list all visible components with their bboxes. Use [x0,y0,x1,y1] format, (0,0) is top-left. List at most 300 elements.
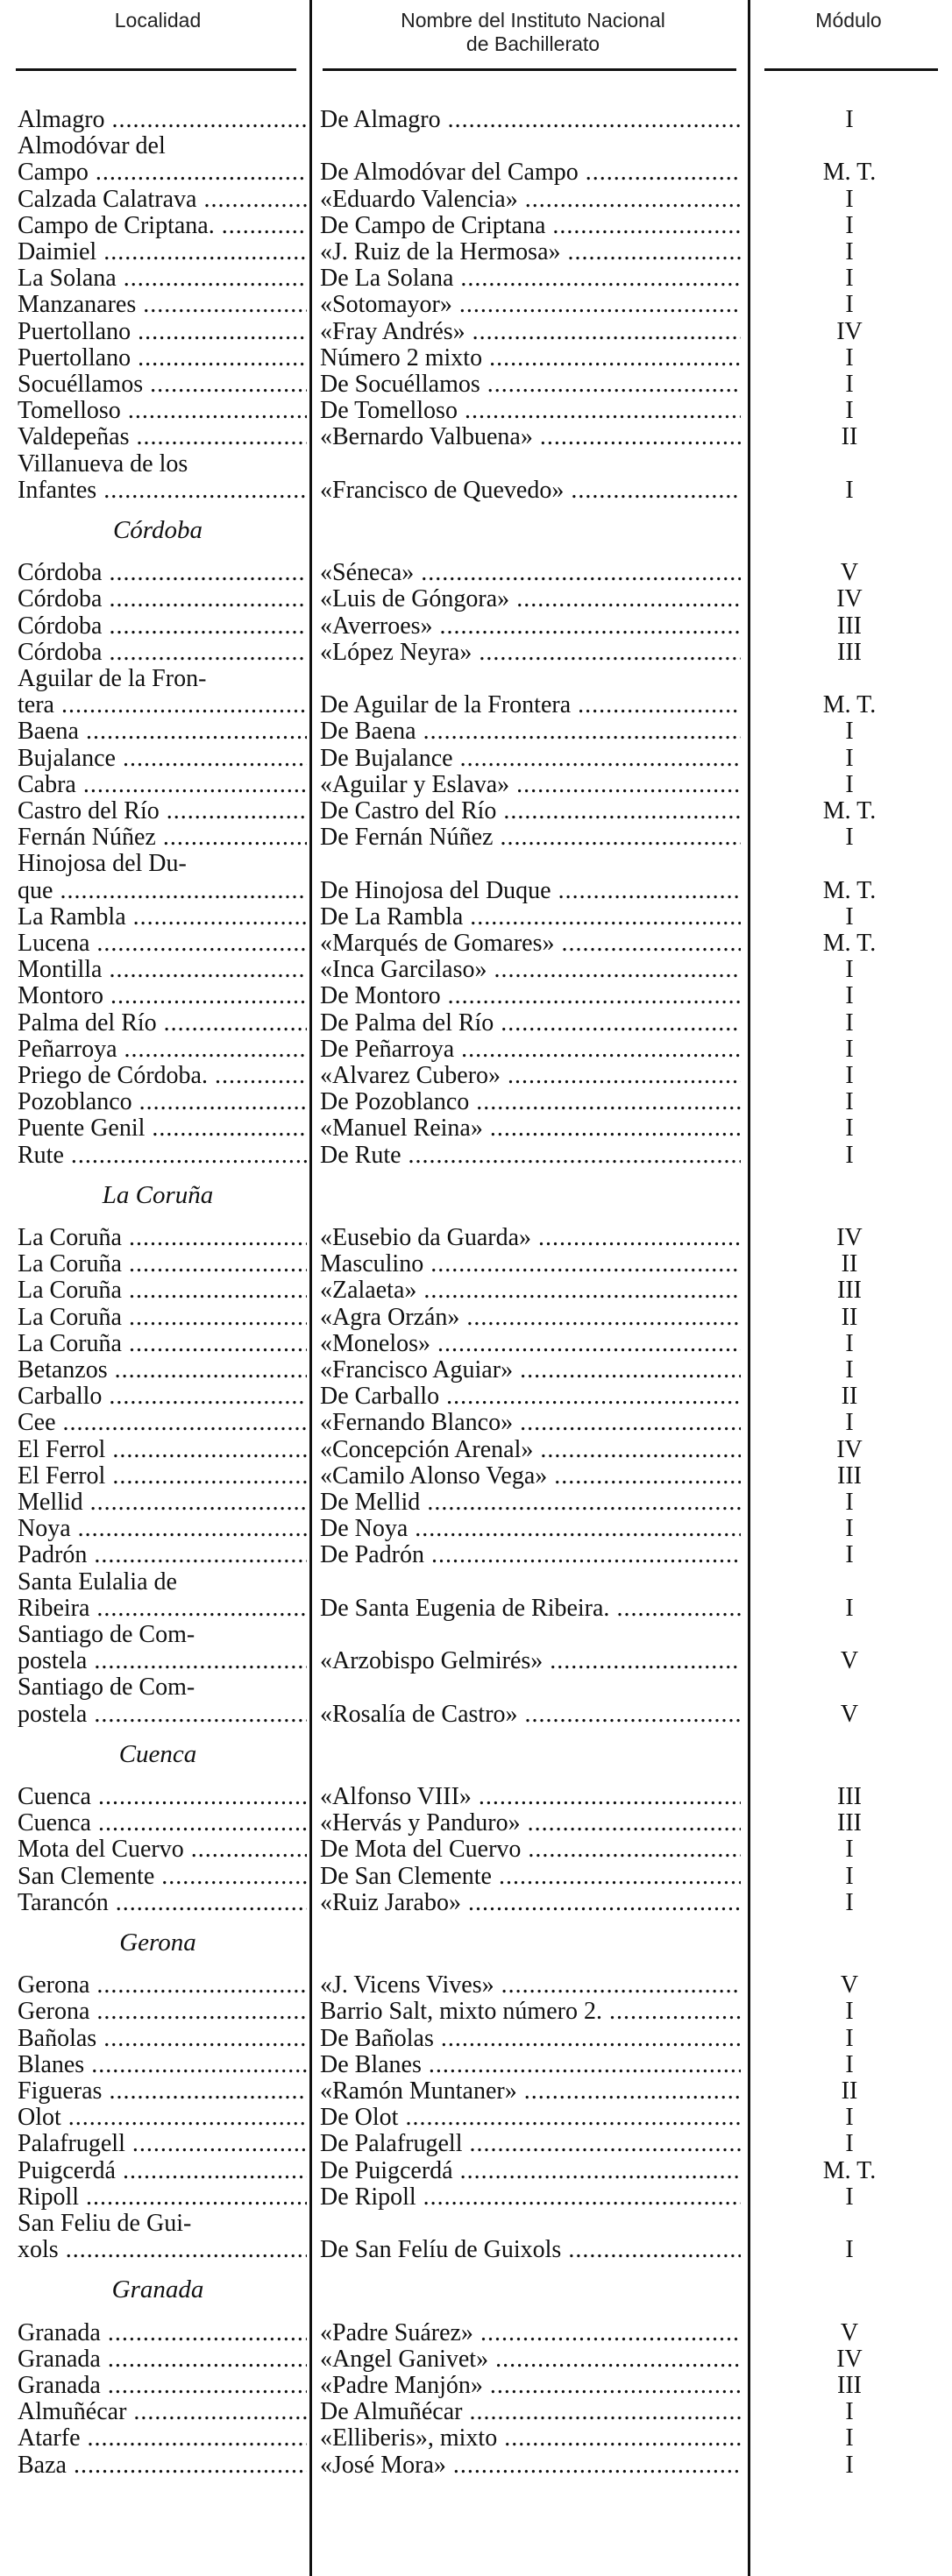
modulo-cell: I [845,1141,854,1169]
modulo-cell: I [845,1541,854,1569]
table-row [0,1329,952,1357]
table-row [0,1037,952,1062]
instituto-cell: De Almodóvar del Campo ..... [320,160,741,185]
instituto-cell: «Rosalía de Castro» ..... [320,1702,741,1727]
localidad-cell: Puente Genil ..... [18,1116,307,1141]
localidad-cell: tera ..... [18,693,307,718]
section-heading: La Coruña [102,1180,214,1209]
localidad-cell: Atarfe ..... [18,2426,307,2451]
table-row [0,640,952,665]
instituto-cell: De Hinojosa del Duque ..... [320,879,741,903]
localidad-cell: Daimiel ..... [18,240,307,265]
localidad-cell: Lucena ..... [18,931,307,956]
modulo-cell: I [845,397,854,425]
instituto-cell: De Rute ..... [320,1143,741,1168]
instituto-cell: De Palafrugell ..... [320,2132,741,2156]
localidad-cell: Bujalance ..... [18,747,307,771]
modulo-cell: I [845,1489,854,1516]
table-row [0,293,952,317]
modulo-cell: I [845,2104,854,2132]
modulo-cell: V [840,1700,859,1728]
instituto-cell: «Arzobispo Gelmirés» ..... [320,1649,741,1674]
instituto-cell: De Almuñécar ..... [320,2400,741,2424]
instituto-cell: «Luis de Góngora» ..... [320,587,741,612]
table-row [0,1811,952,1836]
localidad-cell: postela ..... [18,1649,307,1674]
modulo-cell: I [845,1998,854,2026]
localidad-cell: La Coruña ..... [18,1306,307,1330]
instituto-cell: De Santa Eugenia de Ribeira. ..... [320,1596,741,1621]
section-heading: Córdoba [112,516,203,544]
localidad-cell: Montilla ..... [18,958,307,982]
instituto-cell: De Socuéllamos ..... [320,372,741,397]
localidad-cell: Castro del Río ..... [18,799,307,824]
instituto-cell: De Pozoblanco ..... [320,1090,741,1115]
instituto-cell: «Concepción Arenal» ..... [320,1438,741,1462]
instituto-cell: De Olot ..... [320,2105,741,2130]
instituto-cell: «J. Ruiz de la Hermosa» ..... [320,240,741,265]
table-row [0,2453,952,2478]
table-row [0,984,952,1008]
table-row [0,719,952,744]
modulo-cell: I [845,106,854,133]
modulo-cell: V [840,2318,859,2346]
instituto-cell: «Padre Manjón» ..... [320,2374,741,2398]
localidad-cell: Montoro ..... [18,984,307,1008]
table-row [0,1490,952,1515]
table-row [0,1862,952,1890]
table-row [0,1973,952,1998]
table-row [0,1358,952,1383]
modulo-cell: M. T. [822,2156,877,2184]
localidad-cell: Valdepeñas ..... [18,425,307,449]
modulo-cell: I [845,2130,854,2158]
localidad-cell: Cuenca ..... [18,1811,307,1836]
instituto-cell: De Bañolas ..... [320,2027,741,2051]
modulo-cell: I [845,291,854,319]
table-row [0,1461,952,1490]
instituto-cell: De Montoro ..... [320,984,741,1008]
localidad-cell: Palafrugell ..... [18,2132,307,2156]
localidad-cell: La Coruña ..... [18,1278,307,1303]
localidad-cell: Calzada Calatrava ..... [18,188,307,212]
localidad-cell: Granada ..... [18,2347,307,2372]
modulo-cell: III [837,1277,862,1305]
localidad-cell: Puigcerdá ..... [18,2159,307,2183]
instituto-cell: «Angel Ganivet» ..... [320,2347,741,2372]
table-row [0,1702,952,1727]
localidad-cell: Puertollano ..... [18,346,307,371]
localidad-cell: San Feliu de Gui- [18,2212,192,2236]
modulo-cell: I [845,1515,854,1543]
instituto-cell: «Alvarez Cubero» ..... [320,1064,741,1088]
table-row [0,2185,952,2210]
instituto-cell: De Baena ..... [320,719,741,744]
modulo-cell: II [841,1303,858,1331]
table-row [0,931,952,956]
instituto-cell: «Alfonso VIII» ..... [320,1785,741,1809]
localidad-cell: que ..... [18,879,307,903]
instituto-cell: De Padrón ..... [320,1543,741,1568]
instituto-cell: De Puigcerdá ..... [320,2159,741,2183]
table-row [0,799,952,824]
table-row [0,1278,952,1303]
instituto-cell: De Mellid ..... [320,1490,741,1515]
modulo-cell: II [841,1250,858,1278]
table-row [0,2400,952,2424]
modulo-cell: I [845,824,854,852]
instituto-cell: «Padre Suárez» ..... [320,2321,741,2346]
localidad-cell: Córdoba ..... [18,561,307,585]
modulo-cell: I [845,1888,854,1916]
instituto-cell: De Mota del Cuervo ..... [320,1837,741,1862]
table-row [0,2050,952,2078]
instituto-cell: «Séneca» ..... [320,561,741,585]
instituto-cell: «Ramón Muntaner» ..... [320,2079,741,2104]
localidad-cell: xols ..... [18,2238,307,2262]
localidad-cell: Palma del Río ..... [18,1011,307,1036]
localidad-cell: Almodóvar del [18,134,166,159]
instituto-cell: «Fernando Blanco» ..... [320,1411,741,1435]
table-row [0,1435,952,1463]
modulo-cell: III [837,1461,862,1490]
localidad-cell: Pozoblanco ..... [18,1090,307,1115]
modulo-cell: I [845,1115,854,1143]
localidad-cell: La Rambla ..... [18,905,307,930]
modulo-cell: III [837,638,862,666]
localidad-cell: Córdoba ..... [18,587,307,612]
instituto-cell: «Eusebio da Guarda» ..... [320,1226,741,1250]
table-row [0,343,952,372]
modulo-cell: I [845,982,854,1010]
modulo-cell: I [845,211,854,239]
localidad-cell: La Coruña ..... [18,1226,307,1250]
modulo-cell: I [845,1356,854,1384]
table-row [0,2132,952,2156]
header-instituto [318,9,748,56]
table-row [0,2374,952,2398]
instituto-cell: De La Solana ..... [320,266,741,291]
modulo-cell: I [845,2398,854,2426]
section-heading: Gerona [119,1928,196,1957]
table-row [0,108,952,132]
localidad-cell: San Clemente ..... [18,1865,307,1889]
localidad-cell: Granada ..... [18,2321,307,2346]
modulo-cell: III [837,1783,862,1810]
table-row [0,478,952,503]
table-row [0,452,952,477]
instituto-cell: De Aguilar de la Frontera ..... [320,693,741,718]
localidad-cell: La Coruña ..... [18,1332,307,1356]
modulo-cell: I [845,2024,854,2052]
localidad-cell: El Ferrol ..... [18,1464,307,1489]
localidad-cell: La Coruña ..... [18,1252,307,1277]
instituto-cell: De Blanes ..... [320,2053,741,2077]
instituto-cell: «Fray Andrés» ..... [320,320,741,344]
instituto-cell: De Noya ..... [320,1517,741,1541]
instituto-cell: De Campo de Criptana ..... [320,214,741,238]
localidad-cell: La Solana ..... [18,266,307,291]
instituto-cell: De Castro del Río ..... [320,799,741,824]
table-row [0,958,952,982]
table-row [0,2318,952,2346]
instituto-cell: «Francisco Aguiar» ..... [320,1358,741,1383]
localidad-cell: Betanzos ..... [18,1358,307,1383]
instituto-cell: «Averroes» ..... [320,614,741,639]
modulo-cell: I [845,265,854,293]
table-row [0,561,952,585]
localidad-cell: Bañolas ..... [18,2027,307,2051]
modulo-cell: V [840,1647,859,1675]
modulo-cell: I [845,718,854,746]
table-row [0,1064,952,1088]
localidad-cell: Ripoll ..... [18,2185,307,2210]
table-row [0,2079,952,2104]
instituto-cell: De La Rambla ..... [320,905,741,930]
modulo-cell: I [845,1088,854,1116]
modulo-cell: I [845,2424,854,2452]
instituto-cell: «Ruiz Jarabo» ..... [320,1891,741,1915]
instituto-cell: «Camilo Alonso Vega» ..... [320,1464,741,1489]
instituto-cell: De Tomelloso ..... [320,399,741,423]
modulo-cell: IV [836,1435,863,1463]
modulo-cell: II [841,423,858,451]
modulo-cell: I [845,902,854,931]
modulo-cell: III [837,1809,862,1837]
modulo-cell: M. T. [822,691,877,719]
table-row [0,1596,952,1621]
table-row [0,2212,952,2236]
table-row [0,1226,952,1250]
modulo-cell: III [837,2372,862,2399]
localidad-cell: Tarancón ..... [18,1891,307,1915]
instituto-cell: «J. Vicens Vives» ..... [320,1973,741,1998]
modulo-cell: I [845,1409,854,1437]
instituto-cell: «Agra Orzán» ..... [320,1306,741,1330]
modulo-cell: I [845,744,854,772]
localidad-cell: Blanes ..... [18,2053,307,2077]
localidad-cell: Villanueva de los [18,451,188,477]
header-instituto-line2: de Bachillerato [465,32,600,55]
table-row [0,1675,952,1700]
modulo-cell: I [845,185,854,213]
localidad-cell: Gerona ..... [18,1999,307,2024]
localidad-cell: Santa Eulalia de [18,1569,177,1595]
instituto-cell: «Monelos» ..... [320,1332,741,1356]
table-row [0,266,952,291]
localidad-cell: Granada ..... [18,2374,307,2398]
localidad-cell: Campo ..... [18,160,307,185]
modulo-cell: I [845,1862,854,1890]
localidad-cell: Carballo ..... [18,1384,307,1409]
table-row [0,876,952,904]
instituto-cell: De Palma del Río ..... [320,1011,741,1036]
localidad-cell: Santiago de Com- [18,1675,195,1701]
localidad-cell: Mellid ..... [18,1490,307,1515]
instituto-cell: De Fernán Núñez ..... [320,825,741,850]
localidad-cell: Cee ..... [18,1411,307,1435]
instituto-cell: «José Mora» ..... [320,2453,741,2478]
instituto-cell: Masculino ..... [320,1252,741,1277]
modulo-cell: I [845,238,854,265]
localidad-cell: Gerona ..... [18,1973,307,1998]
table-row [0,1252,952,1277]
modulo-cell: M. T. [822,797,877,824]
table-row [0,1999,952,2024]
localidad-cell: Fernán Núñez ..... [18,825,307,850]
table-row [0,2426,952,2451]
instituto-cell: «Zalaeta» ..... [320,1278,741,1303]
modulo-cell: I [845,2236,854,2264]
localidad-cell: Cuenca ..... [18,1785,307,1809]
modulo-cell: I [845,2451,854,2479]
table-row [0,317,952,345]
instituto-cell: «Manuel Reina» ..... [320,1116,741,1141]
table-row [0,902,952,931]
modulo-cell: V [840,1971,859,1999]
table-row [0,1649,952,1674]
localidad-cell: Olot ..... [18,2105,307,2130]
instituto-cell: De Almagro ..... [320,108,741,132]
modulo-cell: III [837,612,862,640]
localidad-cell: Rute ..... [18,1143,307,1168]
table-row [0,240,952,265]
table-row [0,667,952,691]
table-row [0,1384,952,1409]
localidad-cell: Peñarroya ..... [18,1037,307,1062]
modulo-cell: I [845,1329,854,1357]
instituto-cell: De Carballo ..... [320,1384,741,1409]
localidad-cell: Manzanares ..... [18,293,307,317]
modulo-cell: I [845,371,854,398]
localidad-cell: Figueras ..... [18,2079,307,2104]
table-row [0,744,952,772]
table-row [0,1090,952,1115]
table-row [0,211,952,239]
localidad-cell: Socuéllamos ..... [18,372,307,397]
modulo-cell: I [845,476,854,504]
table-row [0,1785,952,1809]
localidad-cell: Ribeira ..... [18,1596,307,1621]
table-row [0,1623,952,1647]
localidad-cell: Campo de Criptana. ..... [18,214,307,238]
instituto-cell: «Marqués de Gomares» ..... [320,931,741,956]
modulo-cell: I [845,770,854,798]
modulo-cell: I [845,1008,854,1037]
table-row [0,1543,952,1568]
localidad-cell: Aguilar de la Fron- [18,667,207,691]
table-row [0,1008,952,1037]
modulo-cell: M. T. [822,876,877,904]
modulo-cell: II [841,1383,858,1411]
modulo-cell: IV [836,1224,863,1251]
modulo-cell: IV [836,317,863,345]
localidad-cell: Mota del Cuervo ..... [18,1837,307,1862]
table-row [0,693,952,718]
table-row [0,1888,952,1916]
modulo-cell: V [840,559,859,587]
instituto-cell: «Elliberis», mixto ..... [320,2426,741,2451]
localidad-cell: Cabra ..... [18,773,307,797]
table-row [0,2024,952,2052]
instituto-cell: De San Clemente ..... [320,1865,741,1889]
header-modulo: Módulo [815,9,882,32]
localidad-cell: Tomelloso ..... [18,399,307,423]
modulo-cell: I [845,1035,854,1063]
localidad-cell: Almagro ..... [18,108,307,132]
table-row [0,2156,952,2184]
table-row [0,1143,952,1168]
header-rule [16,68,296,71]
localidad-cell: Infantes ..... [18,478,307,503]
table-row [0,372,952,397]
modulo-cell: I [845,956,854,984]
instituto-cell: De Peñarroya ..... [320,1037,741,1062]
section-heading: Granada [111,2275,204,2304]
modulo-cell: I [845,2183,854,2211]
modulo-cell: I [845,1836,854,1864]
modulo-cell: I [845,1594,854,1622]
localidad-cell: Hinojosa del Du- [18,852,187,877]
modulo-cell: II [841,2077,858,2105]
table-row [0,1570,952,1595]
table-row [0,770,952,798]
table-row [0,399,952,423]
instituto-cell: «Aguilar y Eslava» ..... [320,773,741,797]
modulo-cell: I [845,1062,854,1089]
localidad-cell: Santiago de Com- [18,1623,195,1647]
table-row [0,2105,952,2130]
localidad-cell: Padrón ..... [18,1543,307,1568]
table-row [0,825,952,850]
table-row [0,1837,952,1862]
localidad-cell: Noya ..... [18,1517,307,1541]
table-row [0,134,952,159]
instituto-cell: Número 2 mixto ..... [320,346,741,371]
table-row [0,852,952,876]
table-row [0,587,952,612]
localidad-cell: postela ..... [18,1702,307,1727]
table-row [0,1411,952,1435]
header-rule [764,68,938,71]
table-row [0,2347,952,2372]
table-row [0,2238,952,2262]
instituto-cell: «Bernardo Valbuena» ..... [320,425,741,449]
instituto-cell: «López Neyra» ..... [320,640,741,665]
instituto-cell: «Inca Garcilaso» ..... [320,958,741,982]
modulo-cell: IV [836,2345,863,2373]
modulo-cell: M. T. [822,159,877,187]
modulo-cell: I [845,343,854,372]
instituto-cell: «Eduardo Valencia» ..... [320,188,741,212]
instituto-cell: «Francisco de Quevedo» ..... [320,478,741,503]
header-instituto-line1: Nombre del Instituto Nacional [401,9,665,32]
modulo-cell: M. T. [822,930,877,957]
table-row [0,614,952,639]
modulo-cell: I [845,2050,854,2078]
table-row [0,425,952,449]
table-row [0,185,952,213]
table-row [0,1303,952,1331]
instituto-cell: De Ripoll ..... [320,2185,741,2210]
localidad-cell: Almuñécar ..... [18,2400,307,2424]
section-heading: Cuenca [118,1739,197,1768]
instituto-cell: «Hervás y Panduro» ..... [320,1811,741,1836]
header-localidad: Localidad [114,9,202,32]
instituto-cell: De San Felíu de Guixols ..... [320,2238,741,2262]
localidad-cell: Baena ..... [18,719,307,744]
instituto-cell: «Sotomayor» ..... [320,293,741,317]
